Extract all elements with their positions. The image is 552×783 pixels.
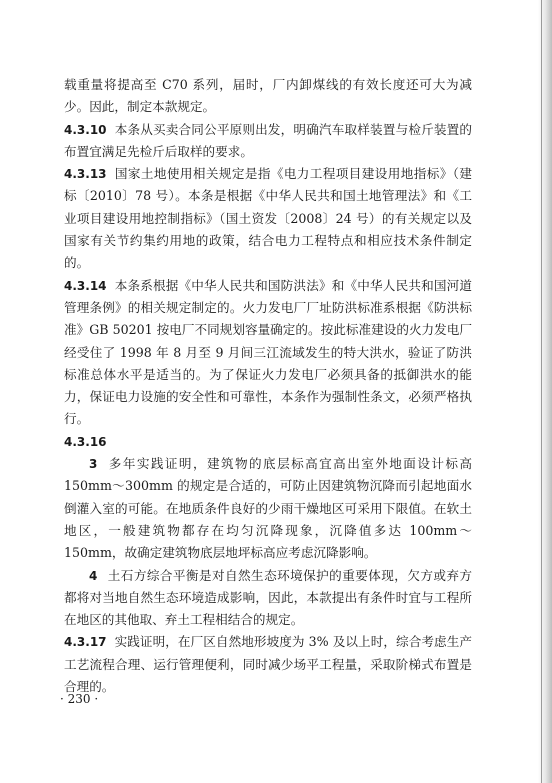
item-text: 多年实践证明，建筑物的底层标高宜高出室外地面设计标高 150mm～300mm 的规定是合适的，可防止因建筑物沉降而引起地面水倒灌入室的可能。在地质条件良好的少雨干燥地区可采用下限值。在软土地区，一般建筑物都存在均匀沉降现象，沉降值多达 100mm～150mm，故确定建筑物底层地坪标高应考虑沉降影响。 [64,456,472,561]
clause-4-3-14 [64,275,472,431]
item-text: 土石方综合平衡是对自然生态环境保护的重要体现，欠方或弃方都将对当地自然生态环境造成影响，因此，本款提出有条件时宜与工程所在地区的其他取、弃土工程相结合的规定。 [64,567,472,628]
page-body [64,74,472,698]
clause-text: 国家土地使用相关规定是指《电力工程项目建设用地指标》（建标〔2010〕78 号）。本条是根据《中华人民共和国土地管理法》和《工业项目建设用地控制指标》（国土资发〔2008〕24 号）的有关规定以及国家有关节约集约用地的政策，结合电力工程特点和相应技术条件制定的。 [64,166,472,271]
clause-text: 本条系根据《中华人民共和国防洪法》和《中华人民共和国河道管理条例》的相关规定制定的。火力发电厂厂址防洪标准系根据《防洪标准》GB 50201 按电厂不同规划容量确定的。按此标准建设的火力发电厂经受住了 1998 年 8 月至 9 月间三江流域发生的特大洪水，验证了防洪标准总体水平是适当的。为了保证火力发电厂必须具备的抵御洪水的能力，保证电力设施的安全性和可靠性，本条作为强制性条文，必须严格执行。 [64,277,472,427]
clause-number: 4.3.17 [64,635,107,650]
page-number: · 230 · [60,692,99,706]
item-number: 4 [89,568,98,583]
clause-4-3-16-heading [64,431,472,453]
clause-4-3-10 [64,119,472,164]
item-number: 3 [89,457,98,472]
continuation-paragraph [64,74,472,119]
clause-number: 4.3.13 [64,167,107,182]
page-edge-line [541,0,542,783]
paragraph-text: 载重量将提高至 C70 系列，届时，厂内卸煤线的有效长度还可大为减少。因此，制定本款规定。 [64,77,472,115]
clause-4-3-17 [64,631,472,698]
clause-text: 本条从买卖合同公平原则出发，明确汽车取样装置与检斤装置的布置宜满足先检斤后取样的要求。 [64,121,472,159]
clause-text: 实践证明，在厂区自然地形坡度为 3% 及以上时，综合考虑生产工艺流程合理、运行管理便利，同时减少场平工程量，采取阶梯式布置是合理的。 [64,634,472,695]
clause-number: 4.3.10 [64,122,107,137]
item-3 [64,453,472,564]
clause-number: 4.3.16 [64,434,107,449]
clause-4-3-13 [64,163,472,274]
item-4 [64,565,472,632]
clause-number: 4.3.14 [64,278,107,293]
